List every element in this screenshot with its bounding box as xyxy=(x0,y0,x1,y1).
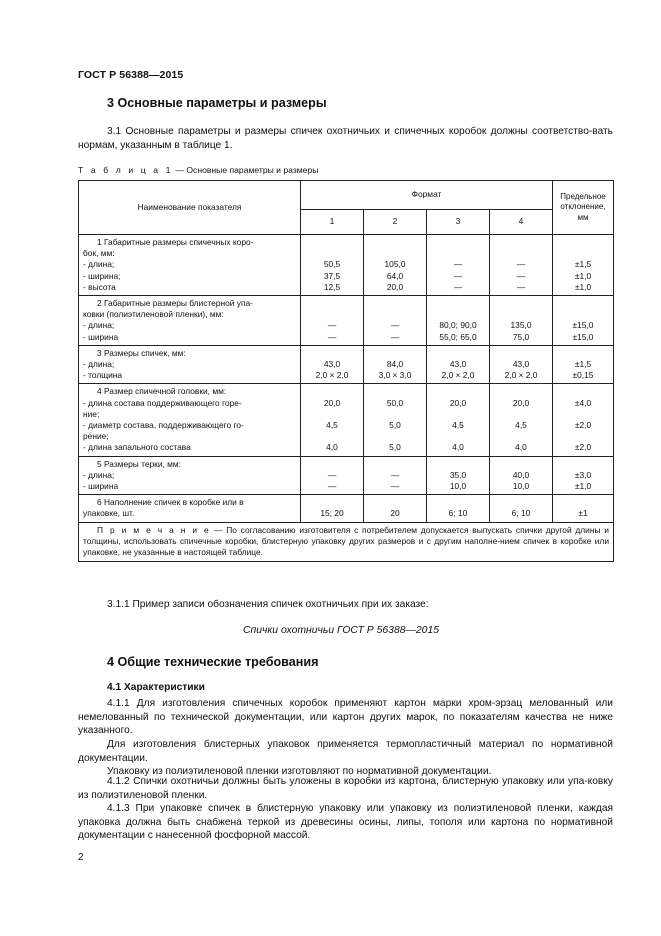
cell-value: — xyxy=(516,259,526,270)
group-3-f2 xyxy=(364,345,427,384)
cell-value: — xyxy=(327,331,337,342)
group-4-f3 xyxy=(427,384,490,456)
row-label: - длина запального состава xyxy=(83,442,191,453)
group-2-tol xyxy=(553,296,614,346)
table-row-group-3 xyxy=(79,345,614,384)
cell-value: — xyxy=(390,320,400,331)
group-6-name xyxy=(79,495,301,522)
group-2-f4 xyxy=(490,296,553,346)
cell-value: 20,0 xyxy=(512,397,530,408)
group-4-f4 xyxy=(490,384,553,456)
group-3-name xyxy=(79,345,301,384)
cell-value: ±1 xyxy=(578,508,588,519)
cell-value: 4,5 xyxy=(515,420,527,431)
cell-value: 2,0 × 2,0 xyxy=(315,370,349,381)
group-5-f1 xyxy=(301,456,364,495)
row-label: 6 Наполнение спичек в коробке или в xyxy=(97,497,244,508)
cell-value: — xyxy=(390,469,400,480)
cell-value: — xyxy=(327,469,337,480)
table-row-group-4 xyxy=(79,384,614,456)
cell-value: ±0,15 xyxy=(572,370,594,381)
cell-value: 135,0 xyxy=(510,320,532,331)
row-label: бок, мм: xyxy=(83,248,115,259)
cell-value: 15; 20 xyxy=(320,508,344,519)
row-label: ковки (полиэтиленовой пленки), мм: xyxy=(83,309,224,320)
cell-value: 2,0 × 2,0 xyxy=(504,370,538,381)
group-6-f4 xyxy=(490,495,553,522)
row-label: - длина состава поддерживающего горе- xyxy=(83,397,242,408)
group-4-tol xyxy=(553,384,614,456)
group-1-f2 xyxy=(364,235,427,296)
table-row-group-1 xyxy=(79,235,614,296)
cell-value: 43,0 xyxy=(449,359,467,370)
cell-value: 105,0 xyxy=(384,259,406,270)
row-label: - длина; xyxy=(83,259,115,270)
row-label: - длина; xyxy=(83,469,115,480)
cell-value: — xyxy=(453,281,463,292)
header-format: Формат xyxy=(301,181,553,210)
cell-value: 43,0 xyxy=(323,359,341,370)
row-label: 5 Размеры терки, мм: xyxy=(97,458,182,469)
format-3: 3 xyxy=(427,210,490,235)
cell-value: — xyxy=(516,281,526,292)
cell-value: — xyxy=(327,320,337,331)
paragraph-4-1-1-c: Упаковку из полиэтиленовой пленки изготовляют по нормативной документации. xyxy=(107,766,492,777)
cell-value: 35,0 xyxy=(449,469,467,480)
paragraph-3-1: 3.1 Основные параметры и размеры спичек охотничьих и спичечных коробок должны соответство-вать нормам, указанным в таблице 1. xyxy=(78,126,613,151)
group-3-f4 xyxy=(490,345,553,384)
cell-value: 10,0 xyxy=(512,481,530,492)
cell-value: 37,5 xyxy=(323,270,341,281)
group-3-f3 xyxy=(427,345,490,384)
group-3-tol xyxy=(553,345,614,384)
paragraph-4-1-3: 4.1.3 При упаковке спичек в блистерную упаковку или упаковку из полиэтиленовой пленки, каждая упаковка должна быть снабжена теркой из древесины осины, липы, тополя или картона по нормативной документации с нанесенной фосфорной массой. xyxy=(78,803,613,842)
cell-value: — xyxy=(453,259,463,270)
cell-value: 4,5 xyxy=(326,420,338,431)
cell-value: ±15,0 xyxy=(572,320,594,331)
cell-value: 3,0 × 3,0 xyxy=(378,370,412,381)
document-header: ГОСТ Р 56388—2015 xyxy=(78,69,184,81)
group-6-tol xyxy=(553,495,614,522)
group-5-f3 xyxy=(427,456,490,495)
section-4-title: 4 Общие технические требования xyxy=(107,655,319,669)
group-5-tol xyxy=(553,456,614,495)
group-1-f3 xyxy=(427,235,490,296)
cell-value: — xyxy=(516,270,526,281)
group-4-f2 xyxy=(364,384,427,456)
cell-value: ±15,0 xyxy=(572,331,594,342)
cell-value: 64,0 xyxy=(386,270,404,281)
header-name: Наименование показателя xyxy=(79,181,301,235)
cell-value: 43,0 xyxy=(512,359,530,370)
paragraph-4-1-1-a: 4.1.1 Для изготовления спичечных коробок применяют картон марки хром-эрзац мелованный или немелованный по технической документации, или картон других марок, по показателям качества не ниже указанного. xyxy=(78,698,613,737)
cell-value: 12,5 xyxy=(323,281,341,292)
row-label: - длина; xyxy=(83,359,115,370)
format-4: 4 xyxy=(490,210,553,235)
row-label: - толщина xyxy=(83,370,123,381)
cell-value: 4,0 xyxy=(452,442,464,453)
group-2-f2 xyxy=(364,296,427,346)
note-prefix: П р и м е ч а н и е xyxy=(97,524,211,535)
group-5-name xyxy=(79,456,301,495)
cell-value: 55,0; 65,0 xyxy=(439,331,477,342)
cell-value: 80,0; 90,0 xyxy=(439,320,477,331)
cell-value: 40,0 xyxy=(512,469,530,480)
row-label: - длина; xyxy=(83,320,115,331)
cell-value: 75,0 xyxy=(512,331,530,342)
cell-value: ±3,0 xyxy=(574,469,592,480)
cell-value: 20 xyxy=(390,508,400,519)
row-label: - ширина xyxy=(83,481,119,492)
cell-value: 2,0 × 2,0 xyxy=(441,370,475,381)
group-6-f3 xyxy=(427,495,490,522)
cell-value: ±1,0 xyxy=(574,281,592,292)
row-label: 4 Размер спичечной головки, мм: xyxy=(97,386,227,397)
paragraph-4-1-2: 4.1.2 Спички охотничьи должны быть уложены в коробки из картона, блистерную упаковку или упа-ковку из полиэтиленовой пленки. xyxy=(78,776,613,801)
cell-value: 4,0 xyxy=(326,442,338,453)
row-label: - диаметр состава, поддерживающего го- xyxy=(83,420,244,431)
group-1-f1 xyxy=(301,235,364,296)
cell-value: 6; 10 xyxy=(448,508,468,519)
group-1-f4 xyxy=(490,235,553,296)
cell-value: 4,5 xyxy=(452,420,464,431)
row-label: упаковке, шт. xyxy=(83,508,135,519)
row-label: - высота xyxy=(83,281,116,292)
group-5-f2 xyxy=(364,456,427,495)
cell-value: — xyxy=(390,331,400,342)
cell-value: ±1,5 xyxy=(574,359,592,370)
section-3-title: 3 Основные параметры и размеры xyxy=(107,96,327,110)
table-caption-rest: — Основные параметры и размеры xyxy=(172,165,319,175)
format-1: 1 xyxy=(301,210,364,235)
cell-value: ±2,0 xyxy=(574,442,592,453)
table-row-group-5 xyxy=(79,456,614,495)
row-label: ние; xyxy=(83,408,100,419)
cell-value: — xyxy=(327,481,337,492)
row-label: 1 Габаритные размеры спичечных коро- xyxy=(97,237,254,247)
table-caption xyxy=(78,165,318,175)
page-number: 2 xyxy=(78,852,84,863)
row-label: - ширина xyxy=(83,331,119,342)
table-row-group-2 xyxy=(79,296,614,346)
row-label: - ширина; xyxy=(83,270,121,281)
group-2-f3 xyxy=(427,296,490,346)
cell-value: ±1,0 xyxy=(574,270,592,281)
cell-value: 6; 10 xyxy=(511,508,531,519)
paragraph-4-1-1-b: Для изготовления блистерных упаковок применяется термопластичный материал по нормативной документации. xyxy=(78,739,613,764)
row-label: рение; xyxy=(83,431,109,442)
group-6-f2 xyxy=(364,495,427,522)
paragraph-3-1-1: 3.1.1 Пример записи обозначения спичек охотничьих при их заказе: xyxy=(107,599,429,610)
cell-value: 84,0 xyxy=(386,359,404,370)
format-2: 2 xyxy=(364,210,427,235)
cell-value: 5,0 xyxy=(389,442,401,453)
cell-value: — xyxy=(390,481,400,492)
example-designation: Спички охотничьи ГОСТ Р 56388—2015 xyxy=(243,625,440,636)
table-note xyxy=(79,522,614,561)
cell-value: 4,0 xyxy=(515,442,527,453)
group-2-f1 xyxy=(301,296,364,346)
cell-value: ±2,0 xyxy=(574,420,592,431)
subsection-4-1-title: 4.1 Характеристики xyxy=(107,682,205,693)
table-header-row xyxy=(79,181,614,210)
cell-value: ±4,0 xyxy=(574,397,592,408)
group-4-f1 xyxy=(301,384,364,456)
group-5-f4 xyxy=(490,456,553,495)
note-text: — По согласованию изготовителя с потребителем допускается выпускать спички другой длины и толщины, использовать спичечные коробки, блистерную упаковку других размеров и с другим наполне-нием спичек в коробке или упаковке, не указанные в настоящей таблице. xyxy=(83,524,609,558)
table-caption-prefix: Т а б л и ц а 1 xyxy=(78,165,173,175)
group-1-tol xyxy=(553,235,614,296)
table-note-row xyxy=(79,522,614,561)
group-6-f1 xyxy=(301,495,364,522)
cell-value: 20,0 xyxy=(323,397,341,408)
group-1-name xyxy=(79,235,301,296)
cell-value: ±1,5 xyxy=(574,259,592,270)
cell-value: — xyxy=(453,270,463,281)
header-tolerance: Предельное отклонение, мм xyxy=(553,181,614,235)
row-label: 3 Размеры спичек, мм: xyxy=(97,347,186,358)
cell-value: 5,0 xyxy=(389,420,401,431)
cell-value: 50,5 xyxy=(323,259,341,270)
group-3-f1 xyxy=(301,345,364,384)
cell-value: 50,0 xyxy=(386,397,404,408)
cell-value: 20,0 xyxy=(386,281,404,292)
cell-value: 20,0 xyxy=(449,397,467,408)
group-2-name xyxy=(79,296,301,346)
parameters-table xyxy=(78,180,614,562)
cell-value: 10,0 xyxy=(449,481,467,492)
group-4-name xyxy=(79,384,301,456)
table-row-group-6 xyxy=(79,495,614,522)
cell-value: ±1,0 xyxy=(574,481,592,492)
row-label: 2 Габаритные размеры блистерной упа- xyxy=(97,298,253,309)
